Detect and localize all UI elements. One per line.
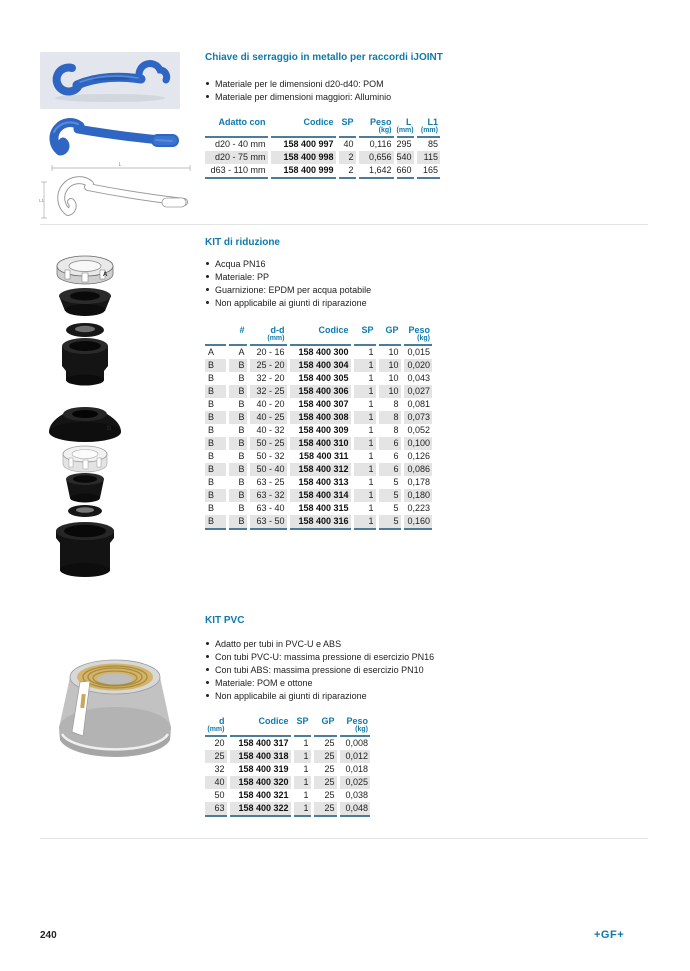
table-cell: 1	[352, 359, 377, 372]
table-cell: 32 - 25	[248, 385, 288, 398]
table-cell: 0,178	[402, 476, 432, 489]
table-cell: 158 400 322	[228, 802, 292, 816]
table-row	[205, 736, 370, 750]
bullet-item: Con tubi PVC-U: massima pressione di esercizio PN16	[205, 651, 655, 664]
column-header: SP	[292, 716, 312, 736]
table-cell: B	[205, 515, 227, 529]
column-header: #	[227, 325, 248, 345]
reduction-kit-exploded-view	[45, 248, 175, 588]
footer-divider	[40, 838, 648, 839]
table-cell: 165	[415, 164, 440, 178]
table-row	[205, 151, 440, 164]
table-cell: B	[205, 463, 227, 476]
dimension-label-l: L	[118, 162, 122, 168]
table-cell: 158 400 316	[288, 515, 352, 529]
table-cell: B	[227, 515, 248, 529]
table-row	[205, 763, 370, 776]
table-cell: 0,015	[402, 345, 432, 359]
clamp-ring-a	[57, 256, 113, 284]
dome-gasket-b	[49, 407, 121, 442]
table-cell: B	[227, 372, 248, 385]
table-cell: A	[208, 347, 215, 357]
clamp-ring-b	[63, 446, 107, 472]
table-cell: 8	[377, 411, 402, 424]
table-row	[205, 802, 370, 816]
table-cell: 1	[352, 502, 377, 515]
pvc-table	[205, 716, 370, 817]
table-cell: 158 400 317	[228, 736, 292, 750]
table-row	[205, 489, 432, 502]
table-row	[205, 359, 432, 372]
table-cell: B	[227, 385, 248, 398]
table-cell: 1	[352, 489, 377, 502]
table-cell: 1	[352, 424, 377, 437]
table-cell: 158 400 308	[288, 411, 352, 424]
section-title: KIT di riduzione	[205, 237, 280, 248]
table-cell: 1	[292, 776, 312, 789]
bullet-item: Con tubi ABS: massima pressione di esercizio PN10	[205, 664, 655, 677]
table-row	[205, 398, 432, 411]
table-cell: 32 - 20	[248, 372, 288, 385]
table-row	[205, 776, 370, 789]
column-header: d (mm)	[205, 716, 228, 736]
table-body	[205, 736, 370, 816]
table-cell: 25	[312, 750, 338, 763]
table-cell: 158 400 315	[288, 502, 352, 515]
section-title: KIT PVC	[205, 615, 245, 626]
table-cell: 10	[377, 359, 402, 372]
table-cell: 295	[395, 137, 415, 151]
table-cell: 25	[312, 763, 338, 776]
table-cell: 1	[292, 802, 312, 816]
table-cell: 0,020	[402, 359, 432, 372]
table-cell: 158 400 300	[288, 345, 352, 359]
table-cell: 0,008	[338, 736, 370, 750]
table-cell: 40 - 25	[248, 411, 288, 424]
bullet-list	[205, 638, 655, 703]
table-cell: B	[227, 463, 248, 476]
table-cell: 660	[395, 164, 415, 178]
o-ring-b	[68, 505, 102, 517]
column-header: Codice	[228, 716, 292, 736]
bullet-item: Materiale: PP	[205, 271, 655, 284]
table-cell: d20 - 75 mm	[205, 151, 269, 164]
table-head	[205, 117, 440, 137]
section-divider	[40, 224, 648, 225]
small-bushing-b	[66, 473, 104, 503]
table-cell: 40 - 20	[248, 398, 288, 411]
table-row	[205, 385, 432, 398]
table-row	[205, 463, 432, 476]
table-cell: 63 - 25	[248, 476, 288, 489]
bullet-item: Materiale per dimensioni maggiori: Alluminio	[205, 91, 655, 104]
table-cell: B	[205, 489, 227, 502]
section-title: Chiave di serraggio in metallo per raccordi iJOINT	[205, 52, 443, 63]
table-cell: 1	[292, 750, 312, 763]
stack-label-b: B	[107, 426, 112, 432]
table-row	[205, 515, 432, 529]
table-cell: B	[227, 424, 248, 437]
table-cell: 158 400 305	[288, 372, 352, 385]
table-row	[205, 450, 432, 463]
table-cell: B	[208, 503, 215, 513]
table-cell: 1	[352, 398, 377, 411]
column-header: Peso (kg)	[402, 325, 432, 345]
table-cell: 1	[292, 736, 312, 750]
table-cell: 63	[205, 802, 228, 816]
table-row	[205, 437, 432, 450]
wrench-photo-double-hook	[40, 52, 180, 109]
column-header	[205, 325, 227, 345]
table-cell: B	[227, 437, 248, 450]
table-cell: 5	[377, 489, 402, 502]
table-cell: 1	[352, 463, 377, 476]
table-cell: 50 - 25	[248, 437, 288, 450]
table-row	[205, 502, 432, 515]
bullet-list	[205, 78, 655, 104]
table-cell: B	[208, 373, 215, 383]
table-cell: 1	[292, 789, 312, 802]
table-cell: B	[227, 411, 248, 424]
table-cell: 0,116	[357, 137, 395, 151]
wrench-photo-hook-spanner	[36, 110, 188, 162]
table-cell: 540	[395, 151, 415, 164]
table-cell: 20	[214, 738, 225, 748]
table-cell: B	[227, 398, 248, 411]
table-cell: 50	[214, 790, 225, 800]
table-cell: 8	[377, 424, 402, 437]
table-cell: B	[227, 502, 248, 515]
riduzione-table	[205, 325, 432, 530]
gf-logo: +GF+	[594, 929, 625, 941]
table-cell: 6	[377, 463, 402, 476]
table-cell: 0,052	[402, 424, 432, 437]
table-row	[205, 137, 440, 151]
column-header: L1 (mm)	[415, 117, 440, 137]
table-cell: 0,160	[402, 515, 432, 529]
table-cell: 158 400 314	[288, 489, 352, 502]
table-cell: 8	[377, 398, 402, 411]
table-cell: 40 - 32	[248, 424, 288, 437]
table-cell: 0,180	[402, 489, 432, 502]
pvc-kit-split-ring	[40, 632, 190, 760]
table-cell: B	[227, 489, 248, 502]
table-cell: 0,025	[338, 776, 370, 789]
table-cell: 1	[292, 763, 312, 776]
table-cell: 158 400 304	[288, 359, 352, 372]
table-cell: 2	[337, 164, 357, 178]
table-cell: 1,642	[357, 164, 395, 178]
table-cell: 50 - 32	[248, 450, 288, 463]
table-cell: 158 400 998	[269, 151, 337, 164]
table-cell: 1	[352, 476, 377, 489]
bullet-item: Materiale per le dimensioni d20-d40: POM	[205, 78, 655, 91]
table-cell: 20 - 16	[248, 345, 288, 359]
column-header: Codice	[269, 117, 337, 137]
table-cell: 10	[377, 345, 402, 359]
table-cell: 63 - 32	[248, 489, 288, 502]
table-row	[205, 750, 370, 763]
table-cell: 6	[377, 437, 402, 450]
table-cell: B	[208, 399, 215, 409]
table-cell: 115	[415, 151, 440, 164]
table-cell: 63 - 40	[248, 502, 288, 515]
column-header: SP	[352, 325, 377, 345]
column-header: Codice	[288, 325, 352, 345]
table-cell: 0,043	[402, 372, 432, 385]
table-cell: 0,223	[402, 502, 432, 515]
table-cell: d63 - 110 mm	[205, 164, 269, 178]
table-cell: 63 - 50	[248, 515, 288, 529]
table-cell: 0,126	[402, 450, 432, 463]
section-kit-di-riduzione	[205, 237, 655, 530]
table-cell: 158 400 999	[269, 164, 337, 178]
table-cell: 0,038	[338, 789, 370, 802]
table-cell: B	[227, 359, 248, 372]
table-cell: 1	[352, 411, 377, 424]
table-head	[205, 716, 370, 736]
table-cell: 32	[214, 764, 225, 774]
chiave-table	[205, 117, 440, 179]
table-cell: B	[205, 411, 227, 424]
bullet-list	[205, 258, 655, 310]
table-cell: 0,048	[338, 802, 370, 816]
table-cell: 25	[312, 776, 338, 789]
table-cell: 158 400 321	[228, 789, 292, 802]
table-row	[205, 411, 432, 424]
table-cell: 0,100	[402, 437, 432, 450]
bushing-a	[62, 338, 108, 386]
table-row	[205, 424, 432, 437]
table-cell: d20 - 40 mm	[214, 139, 266, 149]
table-cell: 40	[337, 137, 357, 151]
table-cell: 2	[337, 151, 357, 164]
table-cell: 25	[205, 750, 228, 763]
table-cell: 10	[377, 372, 402, 385]
bullet-item: Acqua PN16	[205, 258, 655, 271]
table-cell: 158 400 309	[288, 424, 352, 437]
table-cell: 0,081	[402, 398, 432, 411]
table-cell: 85	[415, 137, 440, 151]
table-cell: 158 400 311	[288, 450, 352, 463]
table-cell: 0,027	[402, 385, 432, 398]
table-cell: 50 - 40	[248, 463, 288, 476]
table-cell: 1	[352, 437, 377, 450]
table-cell: 1	[352, 385, 377, 398]
column-header: GP	[312, 716, 338, 736]
column-header: Peso (kg)	[338, 716, 370, 736]
bullet-item: Guarnizione: EPDM per acqua potabile	[205, 284, 655, 297]
table-cell: 0,012	[338, 750, 370, 763]
table-cell: B	[205, 359, 227, 372]
column-header: Adatto con	[205, 117, 269, 137]
table-cell: 1	[352, 345, 377, 359]
o-ring-a	[66, 323, 104, 337]
table-row	[205, 372, 432, 385]
bullet-item: Adatto per tubi in PVC-U e ABS	[205, 638, 655, 651]
table-cell: 6	[377, 450, 402, 463]
table-cell: 25 - 20	[248, 359, 288, 372]
table-cell: B	[227, 450, 248, 463]
column-header: d-d (mm)	[248, 325, 288, 345]
section-kit-pvc	[205, 615, 655, 817]
bullet-item: Materiale: POM e ottone	[205, 677, 655, 690]
table-cell: 158 400 310	[288, 437, 352, 450]
header-row	[205, 117, 440, 137]
section-chiave-di-serraggio	[205, 52, 655, 179]
column-header: L (mm)	[395, 117, 415, 137]
table-head	[205, 325, 432, 345]
table-cell: 1	[352, 372, 377, 385]
table-cell: 158 400 312	[288, 463, 352, 476]
table-cell: A	[227, 345, 248, 359]
table-cell: 25	[312, 802, 338, 816]
table-cell: 158 400 318	[228, 750, 292, 763]
table-cell: 158 400 313	[288, 476, 352, 489]
table-cell: 5	[377, 476, 402, 489]
table-cell: B	[205, 385, 227, 398]
table-cell: 0,086	[402, 463, 432, 476]
table-cell: B	[227, 476, 248, 489]
wrench-dimension-drawing	[38, 160, 196, 222]
cone-gasket-a	[59, 288, 111, 316]
table-cell: 10	[377, 385, 402, 398]
header-row	[205, 325, 432, 345]
large-bushing-b	[56, 522, 114, 577]
page-number: 240	[40, 930, 57, 941]
table-row	[205, 345, 432, 359]
table-cell: 1	[352, 450, 377, 463]
column-header: SP	[337, 117, 357, 137]
column-header: GP	[377, 325, 402, 345]
table-cell: 25	[312, 789, 338, 802]
table-cell: 0,073	[402, 411, 432, 424]
table-cell: B	[205, 437, 227, 450]
table-cell: 25	[312, 736, 338, 750]
table-cell: 1	[352, 515, 377, 529]
table-cell: 5	[377, 502, 402, 515]
table-cell: 158 400 307	[288, 398, 352, 411]
table-cell: 158 400 320	[228, 776, 292, 789]
table-row	[205, 164, 440, 178]
column-header: Peso (kg)	[357, 117, 395, 137]
table-row	[205, 789, 370, 802]
table-cell: B	[208, 451, 215, 461]
stack-label-a: A	[103, 272, 108, 278]
header-row	[205, 716, 370, 736]
table-cell: 158 400 319	[228, 763, 292, 776]
dimension-label-l1: L1	[39, 198, 45, 203]
table-cell: 40	[205, 776, 228, 789]
table-body	[205, 345, 432, 529]
table-cell: B	[208, 477, 215, 487]
table-cell: 0,018	[338, 763, 370, 776]
table-cell: 158 400 306	[288, 385, 352, 398]
table-cell: 158 400 997	[269, 137, 337, 151]
table-cell: 0,656	[357, 151, 395, 164]
table-cell: 5	[377, 515, 402, 529]
table-row	[205, 476, 432, 489]
table-cell: B	[208, 425, 215, 435]
table-body	[205, 137, 440, 178]
split-ring-body	[59, 660, 171, 757]
bullet-item: Non applicabile ai giunti di riparazione	[205, 690, 655, 703]
bullet-item: Non applicabile ai giunti di riparazione	[205, 297, 655, 310]
